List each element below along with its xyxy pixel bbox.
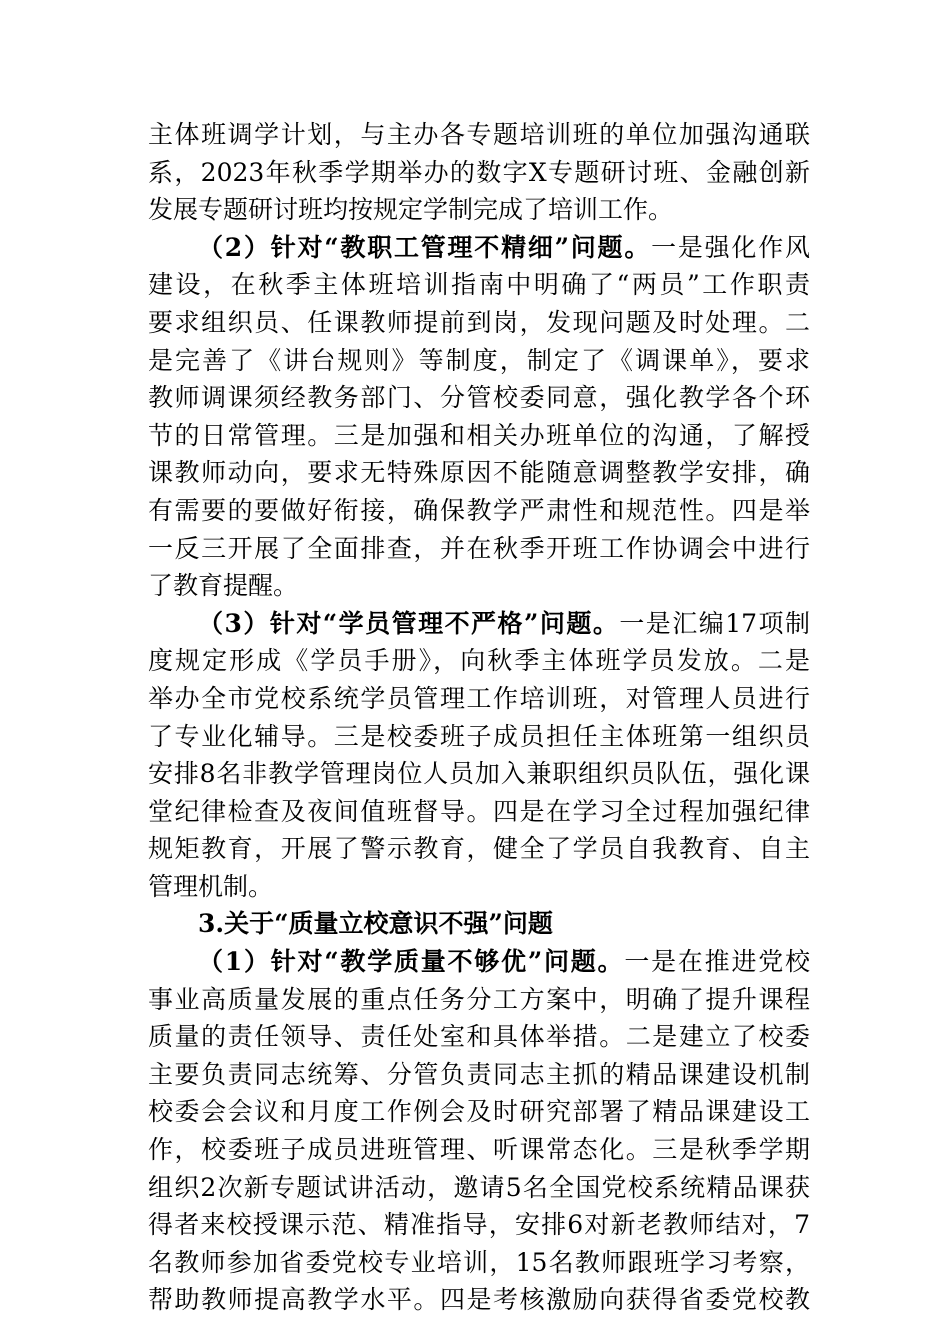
body-text: 帮助教师提高教学水平。四是考核激励向获得省委党校教 — [148, 1285, 810, 1315]
body-text: 主要负责同志统筹、分管负责同志主抓的精品课建设机制 — [148, 1059, 810, 1089]
body-text: 有需要的要做好衔接，确保教学严肃性和规范性。四是举 — [148, 495, 810, 525]
body-text: 主体班调学计划，与主办各专题培训班的单位加强沟通联 — [148, 120, 810, 149]
paragraph-line — [148, 868, 810, 906]
paragraph-line — [148, 1169, 810, 1207]
paragraph-line — [148, 642, 810, 680]
paragraph-line — [148, 680, 810, 718]
body-text: 组织2次新专题试讲活动，邀请5名全国党校系统精品课获 — [148, 1172, 810, 1202]
paragraph-line — [148, 342, 810, 380]
paragraph-line — [148, 1244, 810, 1282]
body-text: 一是在推进党校 — [624, 947, 810, 977]
paragraph-line — [148, 1018, 810, 1056]
body-text: 发展专题研讨班均按规定学制完成了培训工作。 — [148, 195, 674, 225]
body-text: 校委会会议和月度工作例会及时研究部署了精品课建设工 — [148, 1097, 810, 1127]
paragraph-line — [148, 379, 810, 417]
paragraph-line — [148, 718, 810, 756]
body-text: 了专业化辅导。三是校委班子成员担任主体班第一组织员 — [148, 721, 810, 751]
body-text: 质量的责任领导、责任处室和具体举措。二是建立了校委 — [148, 1022, 810, 1052]
body-text: 一是汇编17项制 — [619, 608, 811, 638]
bold-heading-text: （1）针对“教学质量不够优”问题。 — [198, 947, 625, 977]
paragraph-line — [148, 1093, 810, 1131]
paragraph-line — [148, 830, 810, 868]
body-text: 课教师动向，要求无特殊原因不能随意调整教学安排，确 — [148, 458, 810, 488]
paragraph-line — [148, 1206, 810, 1244]
paragraph-line — [148, 530, 810, 568]
body-text: 作，校委班子成员进班管理、听课常态化。三是秋季学期 — [148, 1135, 810, 1165]
paragraph-lead-line — [148, 605, 810, 643]
body-text: 安排8名非教学管理岗位人员加入兼职组织员队伍，强化课 — [148, 759, 810, 789]
body-text: 一是强化作风 — [651, 232, 810, 262]
paragraph-line — [148, 454, 810, 492]
body-text: 规矩教育，开展了警示教育，健全了学员自我教育、自主 — [148, 834, 810, 864]
body-text: 一反三开展了全面排查，并在秋季开班工作协调会中进行 — [148, 533, 810, 563]
paragraph-line — [148, 417, 810, 455]
body-text: 节的日常管理。三是加强和相关办班单位的沟通，了解授 — [148, 420, 810, 450]
paragraph-line — [148, 1131, 810, 1169]
body-text: 系，2023年秋季学期举办的数字X专题研讨班、金融创新 — [148, 157, 810, 187]
body-text: 得者来校授课示范、精准指导，安排6对新老教师结对，7 — [148, 1210, 810, 1240]
body-text: 举办全市党校系统学员管理工作培训班，对管理人员进行 — [148, 683, 810, 713]
paragraph-line — [148, 191, 810, 229]
bold-heading-text: （2）针对“教职工管理不精细”问题。 — [198, 232, 652, 262]
paragraph-line — [148, 1056, 810, 1094]
paragraph-line — [148, 154, 810, 192]
body-text: 度规定形成《学员手册》，向秋季主体班学员发放。二是 — [148, 646, 810, 676]
paragraph-lead-line — [148, 943, 810, 981]
paragraph-line — [148, 755, 810, 793]
bold-heading-text: （3）针对“学员管理不严格”问题。 — [198, 608, 620, 638]
paragraph-lead-line — [148, 229, 810, 267]
paragraph-line — [148, 567, 810, 605]
paragraph-line — [148, 116, 810, 154]
bold-heading-text: 3.关于“质量立校意识不强”问题 — [198, 909, 553, 939]
document-body — [148, 116, 810, 1319]
body-text: 名教师参加省委党校专业培训，15名教师跟班学习考察， — [148, 1247, 810, 1277]
paragraph-lead-line — [148, 905, 810, 943]
body-text: 管理机制。 — [148, 871, 274, 901]
body-text: 了教育提醒。 — [148, 571, 299, 601]
paragraph-line — [148, 304, 810, 342]
body-text: 教师调课须经教务部门、分管校委同意，强化教学各个环 — [148, 383, 810, 413]
paragraph-line — [148, 793, 810, 831]
body-text: 是完善了《讲台规则》等制度，制定了《调课单》，要求 — [148, 345, 810, 375]
paragraph-line — [148, 1281, 810, 1319]
body-text: 堂纪律检查及夜间值班督导。四是在学习全过程加强纪律 — [148, 796, 810, 826]
paragraph-line — [148, 981, 810, 1019]
body-text: 要求组织员、任课教师提前到岗，发现问题及时处理。二 — [148, 307, 810, 337]
paragraph-line — [148, 266, 810, 304]
paragraph-line — [148, 492, 810, 530]
body-text: 建设，在秋季主体班培训指南中明确了“两员”工作职责 — [148, 270, 810, 300]
body-text: 事业高质量发展的重点任务分工方案中，明确了提升课程 — [148, 984, 810, 1014]
